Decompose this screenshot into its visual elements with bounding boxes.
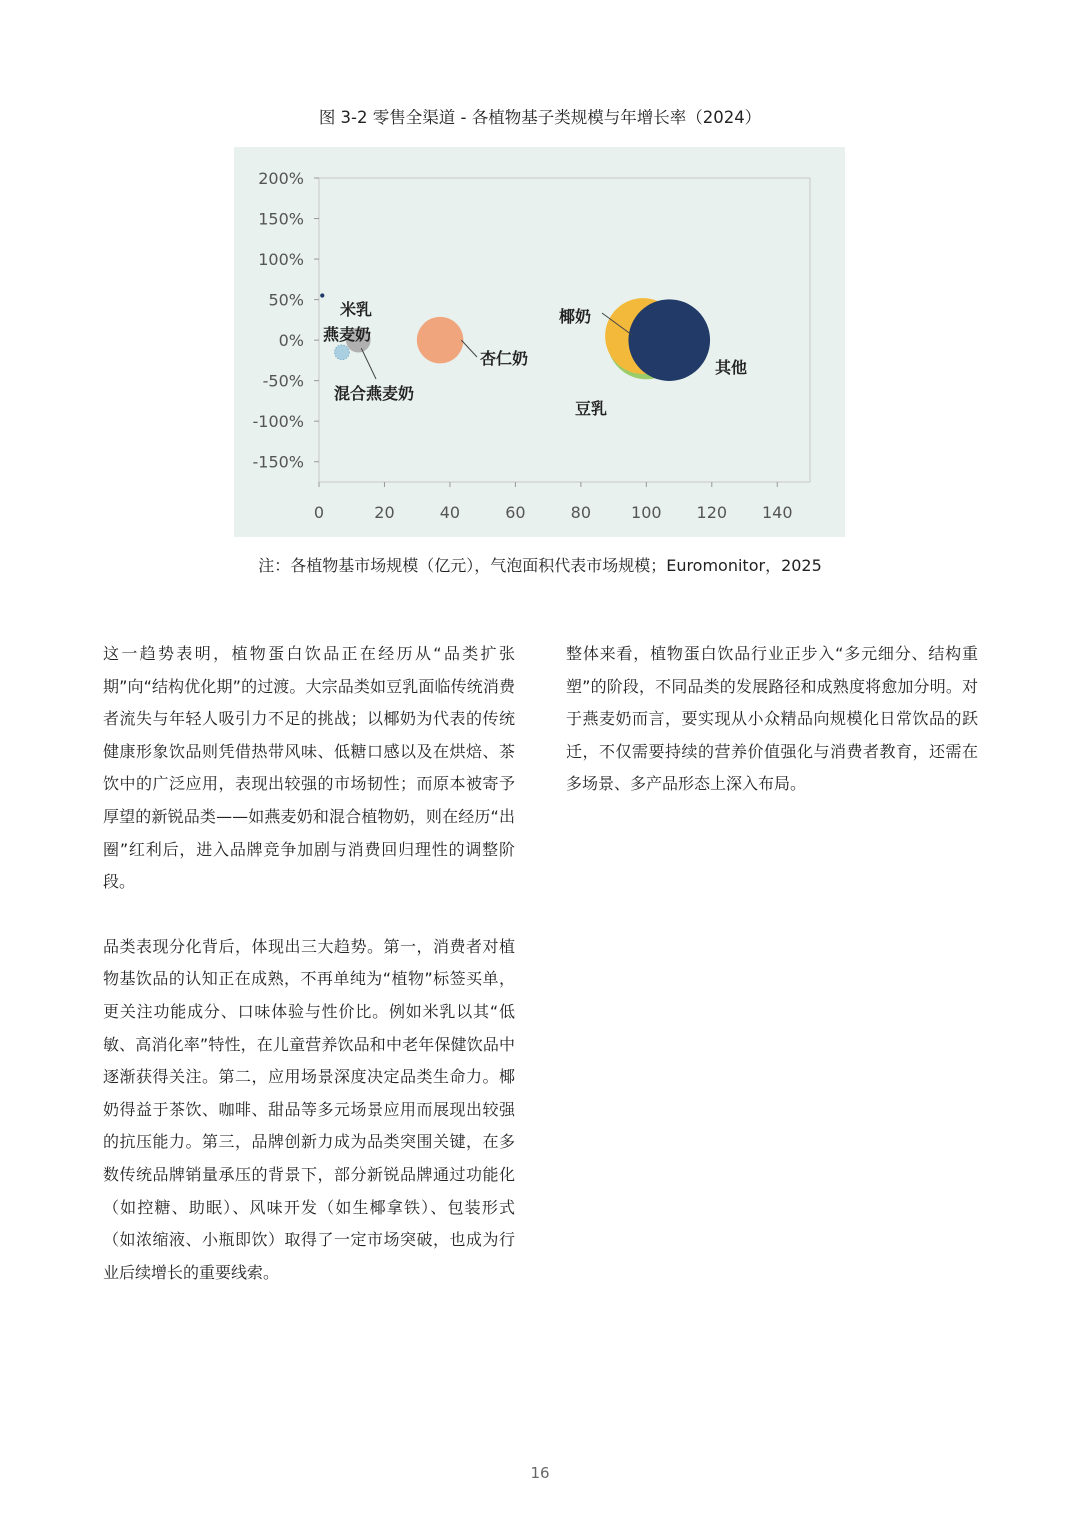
x-tick-label: 20 — [374, 503, 395, 522]
label-椰奶: 椰奶 — [559, 307, 592, 326]
label-杏仁奶: 杏仁奶 — [480, 349, 529, 368]
y-tick-label: -50% — [262, 371, 304, 391]
x-tick-label: 60 — [505, 503, 526, 522]
y-tick-label: 100% — [258, 250, 304, 270]
y-tick-label: 200% — [258, 169, 304, 188]
x-tick-label: 80 — [570, 503, 592, 522]
label-混合燕麦奶: 混合燕麦奶 — [334, 384, 415, 403]
paragraph-1: 这一趋势表明，植物蛋白饮品正在经历从“品类扩张期”向“结构优化期”的过渡。大宗品类如豆乳面临传统消费者流失与年轻人吸引力不足的挑战；以椰奶为代表的传统健康形象饮品则凭借热带风味、低糖口感以及在烘焙、茶饮中的广泛应用，表现出较强的市场韧性；而原本被寄予厚望的新锐品类——如燕麦奶和混合植物奶，则在经历“出圈”红利后，进入品牌竞争加剧与消费回归理性的调整阶段。 — [103, 644, 515, 892]
figure-note: 注：各植物基市场规模（亿元），气泡面积代表市场规模；Euromonitor，2025 — [258, 556, 822, 575]
bubble-混合燕麦奶 — [335, 345, 350, 360]
x-tick-label: 120 — [696, 503, 728, 522]
y-tick-label: -150% — [252, 452, 304, 472]
y-tick-label: 150% — [258, 209, 304, 229]
label-米乳: 米乳 — [340, 300, 373, 319]
bubble-米乳 — [320, 293, 324, 297]
label-其他: 其他 — [715, 358, 748, 377]
leader-混合燕麦奶 — [361, 348, 376, 379]
paragraph-3: 整体来看，植物蛋白饮品行业正步入“多元细分、结构重塑”的阶段，不同品类的发展路径和成熟度将愈加分明。对于燕麦奶而言，要实现从小众精品向规模化日常饮品的跃迁，不仅需要持续的营养价值强化与消费者教育，还需在多场景、多产品形态上深入布局。 — [566, 644, 978, 794]
x-tick-label: 140 — [761, 503, 793, 522]
figure-title: 图 3-2 零售全渠道 - 各植物基子类规模与年增长率（2024） — [318, 108, 762, 127]
y-tick-label: -100% — [252, 412, 304, 432]
label-豆乳: 豆乳 — [575, 399, 608, 418]
leader-杏仁奶 — [461, 340, 477, 357]
bubble-杏仁奶 — [417, 317, 463, 363]
x-tick-label: 40 — [439, 503, 461, 522]
bubble-其他 — [628, 299, 710, 381]
page-number: 16 — [530, 1464, 550, 1482]
paragraph-2: 品类表现分化背后，体现出三大趋势。第一，消费者对植物基饮品的认知正在成熟，不再单纯为“植物”标签买单，更关注功能成分、口味体验与性价比。例如米乳以其“低敏、高消化率”特性，在儿童营养饮品和中老年保健饮品中逐渐获得关注。第二，应用场景深度决定品类生命力。椰奶得益于茶饮、咖啡、甜品等多元场景应用而展现出较强的抗压能力。第三，品牌创新力成为品类突围关键，在多数传统品牌销量承压的背景下，部分新锐品牌通过功能化（如控糖、助眠）、风味开发（如生椰拿铁）、包装形式（如浓缩液、小瓶即饮）取得了一定市场突破，也成为行业后续增长的重要线索。 — [103, 936, 515, 1282]
label-燕麦奶: 燕麦奶 — [323, 325, 372, 344]
x-tick-label: 100 — [631, 503, 662, 522]
bubble-chart — [234, 147, 845, 537]
x-tick-label: 0 — [313, 503, 325, 522]
y-tick-label: 0% — [278, 331, 304, 351]
left-column — [103, 638, 515, 1321]
chart-svg — [234, 147, 845, 537]
plot-frame — [319, 178, 810, 482]
right-column — [566, 638, 978, 833]
y-tick-label: 50% — [268, 290, 304, 310]
